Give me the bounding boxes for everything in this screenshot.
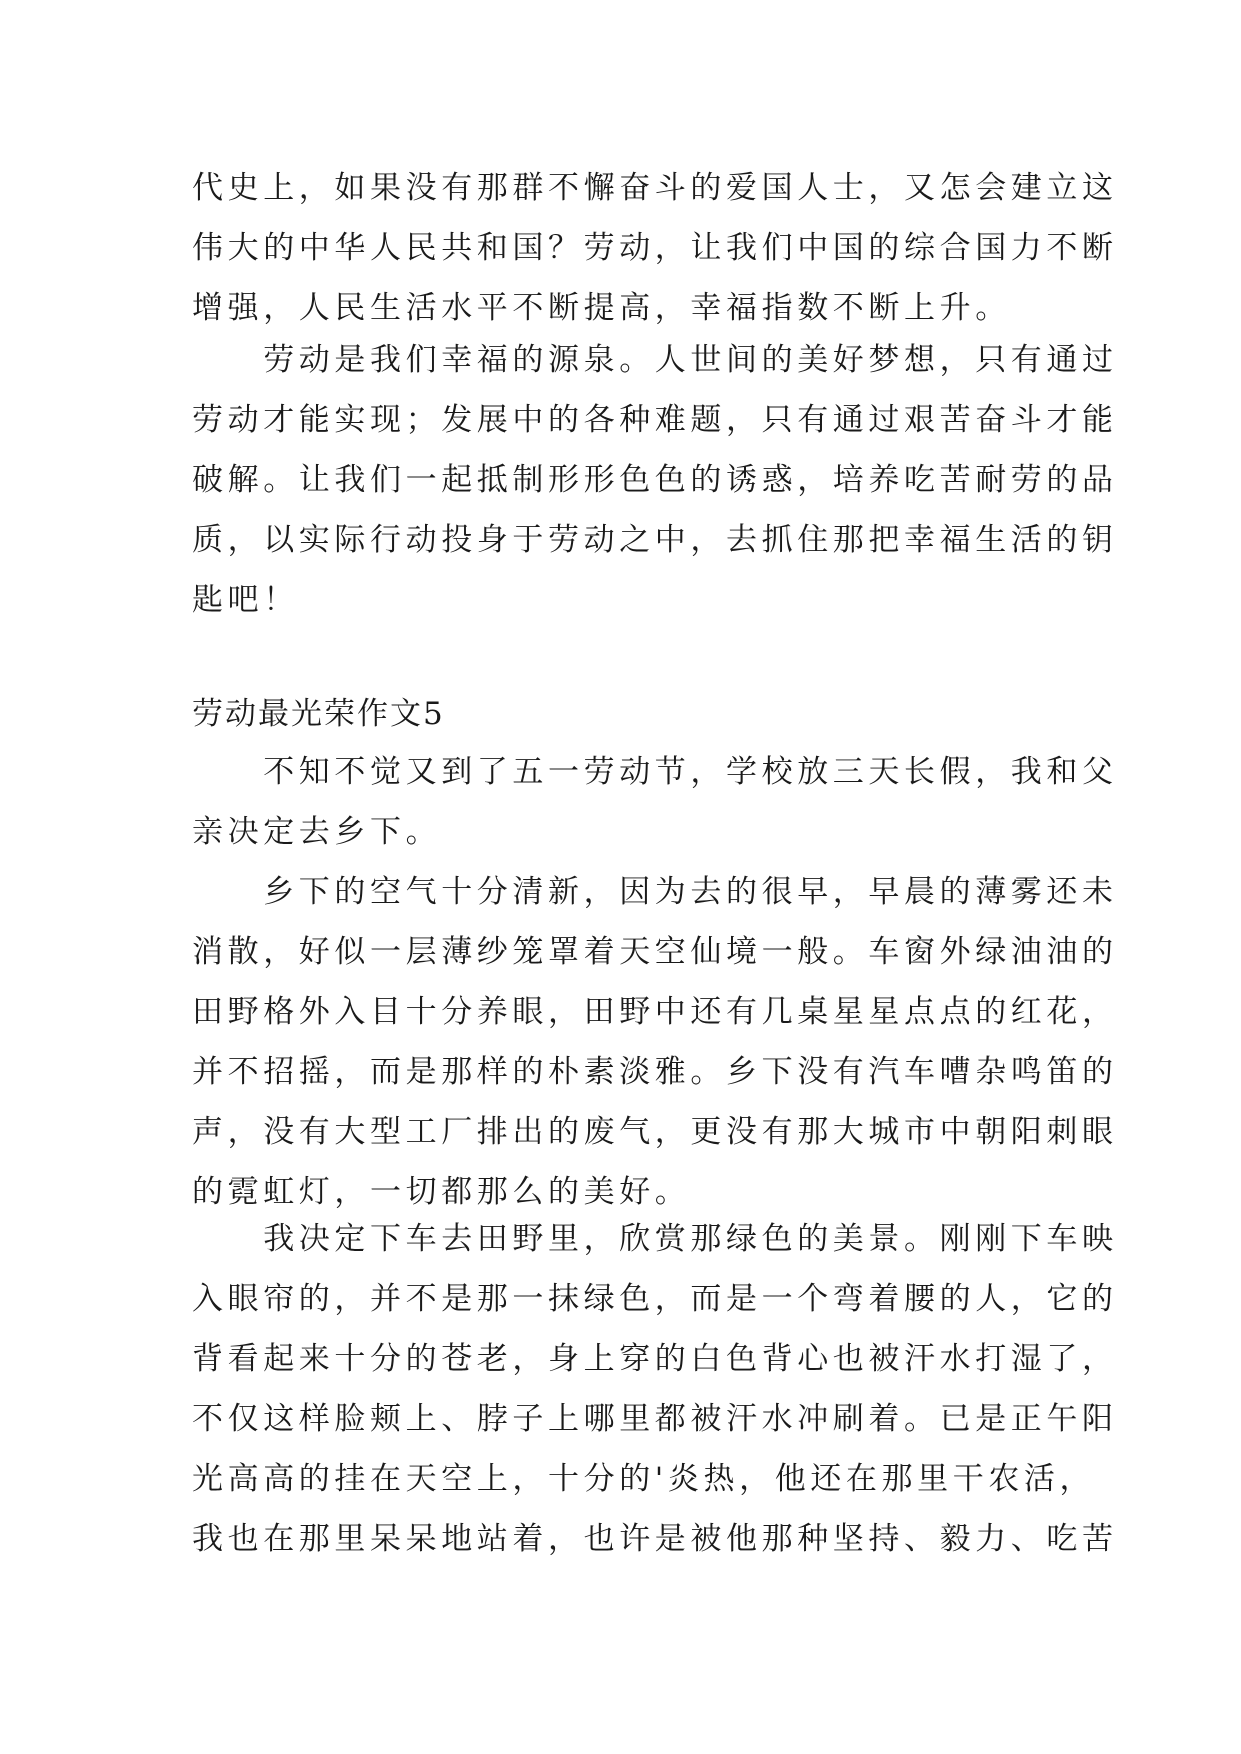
paragraph-countryside (192, 862, 1118, 1222)
text-line: 伟大的中华人民共和国？劳动，让我们中国的综合国力不断 (192, 230, 1118, 266)
text-line: 劳动才能实现；发展中的各种难题，只有通过艰苦奋斗才能 (192, 402, 1118, 438)
text-line: 增强，人民生活水平不断提高，幸福指数不断上升。 (192, 290, 1011, 326)
text-line: 声，没有大型工厂排出的废气，更没有那大城市中朝阳刺眼 (192, 1114, 1118, 1150)
paragraph-may-day (192, 742, 1118, 862)
text-line: 并不招摇，而是那样的朴素淡雅。乡下没有汽车嘈杂鸣笛的 (192, 1054, 1118, 1090)
text-line: 背看起来十分的苍老，身上穿的白色背心也被汗水打湿了， (192, 1341, 1118, 1377)
paragraph-farmer (192, 1209, 1118, 1569)
text-line: 不仅这样脸颊上、脖子上哪里都被汗水冲刷着。已是正午阳 (192, 1401, 1118, 1437)
paragraph-labor-happiness (192, 330, 1118, 630)
heading-text: 劳动最光荣作文5 (192, 696, 445, 732)
text-line: 消散，好似一层薄纱笼罩着天空仙境一般。车窗外绿油油的 (192, 934, 1118, 970)
text-line: 光高高的挂在天空上，十分的'炎热，他还在那里干农活， (192, 1461, 1096, 1497)
text-line: 不知不觉又到了五一劳动节，学校放三天长假，我和父 (192, 754, 1118, 790)
text-line: 我也在那里呆呆地站着，也许是被他那种坚持、毅力、吃苦 (192, 1521, 1118, 1557)
text-line: 入眼帘的，并不是那一抹绿色，而是一个弯着腰的人，它的 (192, 1281, 1118, 1317)
text-line: 匙吧！ (192, 582, 299, 618)
text-line: 我决定下车去田野里，欣赏那绿色的美景。刚刚下车映 (192, 1221, 1118, 1257)
paragraph-continuation (192, 158, 1118, 338)
text-line: 亲决定去乡下。 (192, 814, 442, 850)
text-line: 破解。让我们一起抵制形形色色的诱惑，培养吃苦耐劳的品 (192, 462, 1118, 498)
text-line: 质，以实际行动投身于劳动之中，去抓住那把幸福生活的钥 (192, 522, 1118, 558)
text-line: 乡下的空气十分清新，因为去的很早，早晨的薄雾还未 (192, 874, 1118, 910)
essay-heading (192, 684, 1062, 744)
text-line: 劳动是我们幸福的源泉。人世间的美好梦想，只有通过 (192, 342, 1118, 378)
text-line: 的霓虹灯，一切都那么的美好。 (192, 1174, 691, 1210)
text-line: 代史上，如果没有那群不懈奋斗的爱国人士，又怎会建立这 (192, 170, 1118, 206)
text-line: 田野格外入目十分养眼，田野中还有几桌星星点点的红花， (192, 994, 1118, 1030)
